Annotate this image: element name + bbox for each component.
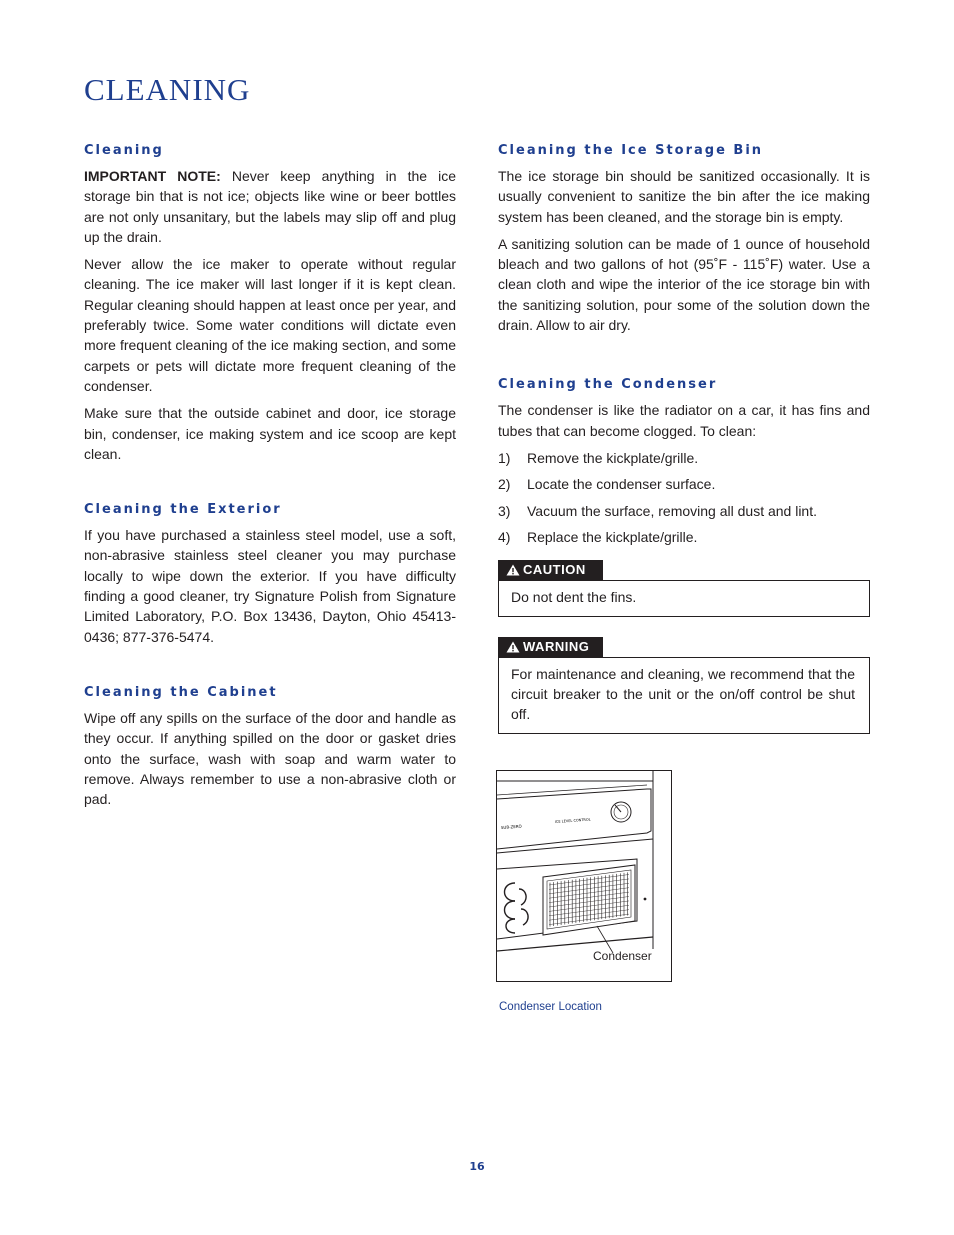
step-number: 1)	[498, 449, 511, 466]
section-heading: Cleaning the Cabinet	[84, 684, 278, 700]
section-heading: Cleaning the Exterior	[84, 502, 282, 518]
paragraph: The condenser is like the radiator on a car, it has fins and tubes that can become clogged. To clean:	[498, 402, 870, 439]
note-label: IMPORTANT NOTE:	[84, 168, 221, 184]
warning-triangle-icon	[506, 564, 520, 576]
list-item	[498, 527, 870, 547]
list-item	[498, 501, 870, 521]
coil-icon	[505, 883, 529, 933]
warning-label	[498, 637, 603, 657]
figure-caption: Condenser Location	[499, 1001, 602, 1013]
condenser-callout: Condenser	[593, 949, 652, 963]
section-heading: Cleaning	[84, 143, 164, 158]
caution-label	[498, 560, 603, 580]
warning-alert	[498, 637, 870, 734]
section-cleaning	[84, 143, 456, 464]
condenser-illustration	[496, 770, 672, 982]
important-note	[84, 166, 456, 247]
right-column	[498, 143, 870, 734]
caution-text: Do not dent the fins.	[511, 589, 637, 606]
section-heading: Cleaning the Ice Storage Bin	[498, 143, 764, 158]
section-cabinet	[84, 685, 456, 809]
paragraph: Wipe off any spills on the surface of the door and handle as they occur. If anything spilled on the door or gasket dries onto the surface, wash with soap and warm water to remove. Always remember to use a non-abrasive cloth or pad.	[84, 709, 456, 808]
step-text: Vacuum the surface, removing all dust and lint.	[527, 502, 818, 519]
warning-triangle-icon	[506, 641, 520, 653]
step-number: 3)	[498, 502, 511, 519]
caution-alert	[498, 560, 870, 616]
caution-box	[498, 580, 870, 616]
step-number: 2)	[498, 476, 511, 493]
steps-list	[498, 448, 870, 548]
warning-box	[498, 657, 870, 734]
panel-label: ICE LEVEL CONTROL	[554, 817, 591, 824]
list-item	[498, 474, 870, 494]
section-heading: Cleaning the Condenser	[498, 377, 718, 393]
page-number: 16	[469, 1160, 485, 1173]
section-condenser	[498, 377, 870, 547]
warning-label-text: WARNING	[523, 638, 590, 654]
left-column	[84, 143, 456, 816]
warning-text: For maintenance and cleaning, we recommend that the circuit breaker to the unit or the on/off control be shut off.	[511, 665, 855, 723]
paragraph: A sanitizing solution can be made of 1 ounce of household bleach and two gallons of hot (95˚F - 115˚F) water. Use a clean cloth and wipe the interior of the ice storage bin with the sanitizing solution, pour some of the solution down the drain. Allow to air dry.	[498, 235, 870, 334]
step-text: Replace the kickplate/grille.	[527, 529, 698, 546]
step-number: 4)	[498, 529, 511, 546]
step-text: Remove the kickplate/grille.	[527, 449, 699, 466]
step-text: Locate the condenser surface.	[527, 476, 716, 493]
list-item	[498, 448, 870, 468]
condenser-drawing	[497, 771, 671, 981]
brand-label: SUB-ZERO	[500, 823, 522, 830]
paragraph: The ice storage bin should be sanitized occasionally. It is usually convenient to sanitize the bin after the ice making system has been cleaned, and the storage bin is empty.	[498, 168, 870, 225]
paragraph: Make sure that the outside cabinet and door, ice storage bin, condenser, ice making system and ice scoop are kept clean.	[84, 405, 456, 462]
section-exterior	[84, 502, 456, 647]
section-ice-storage-bin	[498, 143, 870, 335]
note-text: Never keep anything in the ice storage bin that is not ice; objects like wine or beer bottles are not only unsanitary, but the labels may slip off and plug up the drain.	[84, 168, 456, 245]
paragraph: Never allow the ice maker to operate without regular cleaning. The ice maker will last longer if it is kept clean. Regular cleaning should happen at least once per year, and preferably twice. Some water conditions will dictate even more frequent cleaning of the ice making section, and some carpets or pets will dictate more frequent cleaning of the condenser.	[84, 256, 456, 394]
page-title: CLEANING	[84, 72, 251, 107]
paragraph: If you have purchased a stainless steel model, use a soft, non-abrasive stainless steel cleaner you may purchase locally to wipe down the exterior. If you have difficulty finding a good cleaner, try Signature Polish from Signature Limited Laboratory, P.O. Box 13436, Dayton, Ohio 45413-0436; 877-376-5474.	[84, 527, 456, 645]
caution-label-text: CAUTION	[523, 562, 586, 578]
